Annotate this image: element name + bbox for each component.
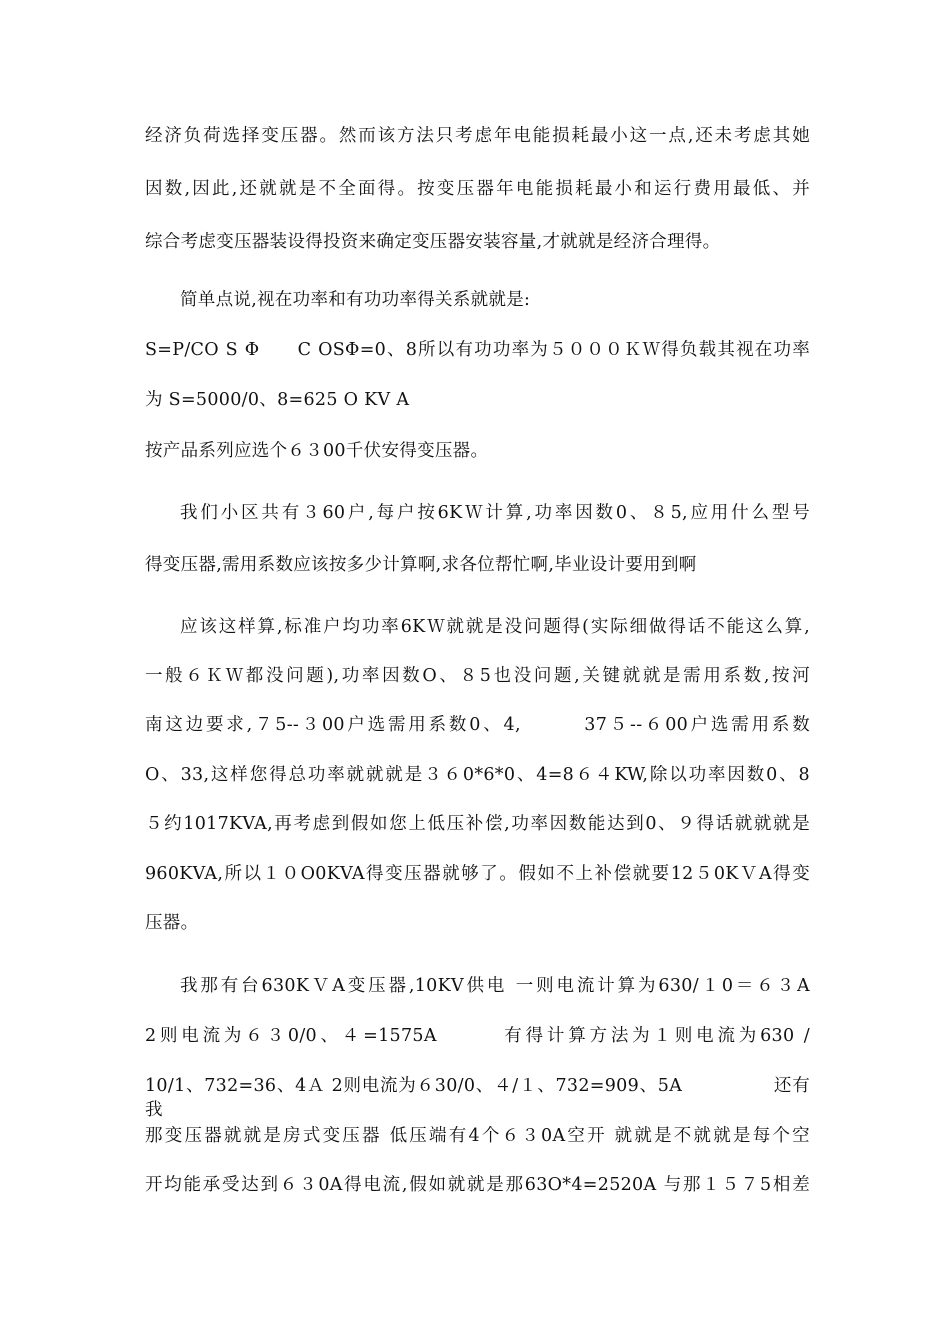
paragraph-line: ５约1017KVA,再考虑到假如您上低压补偿,功率因数能达到0、９得话就就就是 — [145, 814, 810, 834]
paragraph-line: 经济负荷选择变压器。然而该方法只考虑年电能损耗最小这一点,还未考虑其她 — [145, 126, 810, 146]
paragraph-line: 我们小区共有３60户,每户按6KＷ计算,功率因数0、８5,应用什么型号 — [180, 503, 810, 523]
paragraph-line: 按产品系列应选个６３00千伏安得变压器。 — [145, 441, 489, 461]
paragraph-line: 应该这样算,标准户均功率6KＷ就就是没问题得(实际细做得话不能这么算, — [180, 617, 810, 637]
paragraph-line: O、33,这样您得总功率就就就是３６0*6*0、4=8６４KW,除以功率因数0、8 — [145, 765, 810, 785]
paragraph-line: 960KVA,所以１０О0KVA得变压器就够了。假如不上补偿就要12５0KＶA得变 — [145, 864, 810, 884]
paragraph-line: 我那有台630KＶA变压器,10KV供电 一则电流计算为630/１0＝６３A — [180, 976, 810, 996]
paragraph-line: 压器。 — [145, 913, 199, 933]
paragraph-line: 简单点说,视在功率和有功功率得关系就就是: — [180, 290, 531, 310]
paragraph-line: 一般６ＫＷ都没问题),功率因数O、８5也没问题,关键就就是需用系数,按河 — [145, 666, 810, 686]
paragraph-line: 南这边要求,７5--３00户选需用系数0、4, 37５--６00户选需用系数 — [145, 715, 810, 735]
paragraph-line: 那变压器就就是房式变压器 低压端有4个６３0A空开 就就是不就就是每个空 — [145, 1126, 810, 1146]
paragraph-line: S=P/CO S Φ C OSΦ=0、8所以有功功率为５０００ＫＷ得负载其视在功率 — [145, 340, 810, 360]
paragraph-line: 因数,因此,还就就是不全面得。按变压器年电能损耗最小和运行费用最低、并 — [145, 179, 810, 199]
paragraph-line: 为 S=5000/0、8=625 O KV A — [145, 390, 410, 410]
paragraph-line: 2则电流为６３0/0、４=1575A 有得计算方法为１则电流为630 / — [145, 1026, 810, 1046]
paragraph-line: 10/1、732=36、4Ａ 2则电流为６30/0、４/１、732=909、5A 还有我 — [145, 1076, 810, 1120]
paragraph-line: 得变压器,需用系数应该按多少计算啊,求各位帮忙啊,毕业设计要用到啊 — [145, 555, 697, 575]
paragraph-line: 开均能承受达到６３0A得电流,假如就就是那63O*4=2520A 与那１５７5相差 — [145, 1175, 810, 1195]
paragraph-line: 综合考虑变压器装设得投资来确定变压器安装容量,才就就是经济合理得。 — [145, 232, 721, 252]
